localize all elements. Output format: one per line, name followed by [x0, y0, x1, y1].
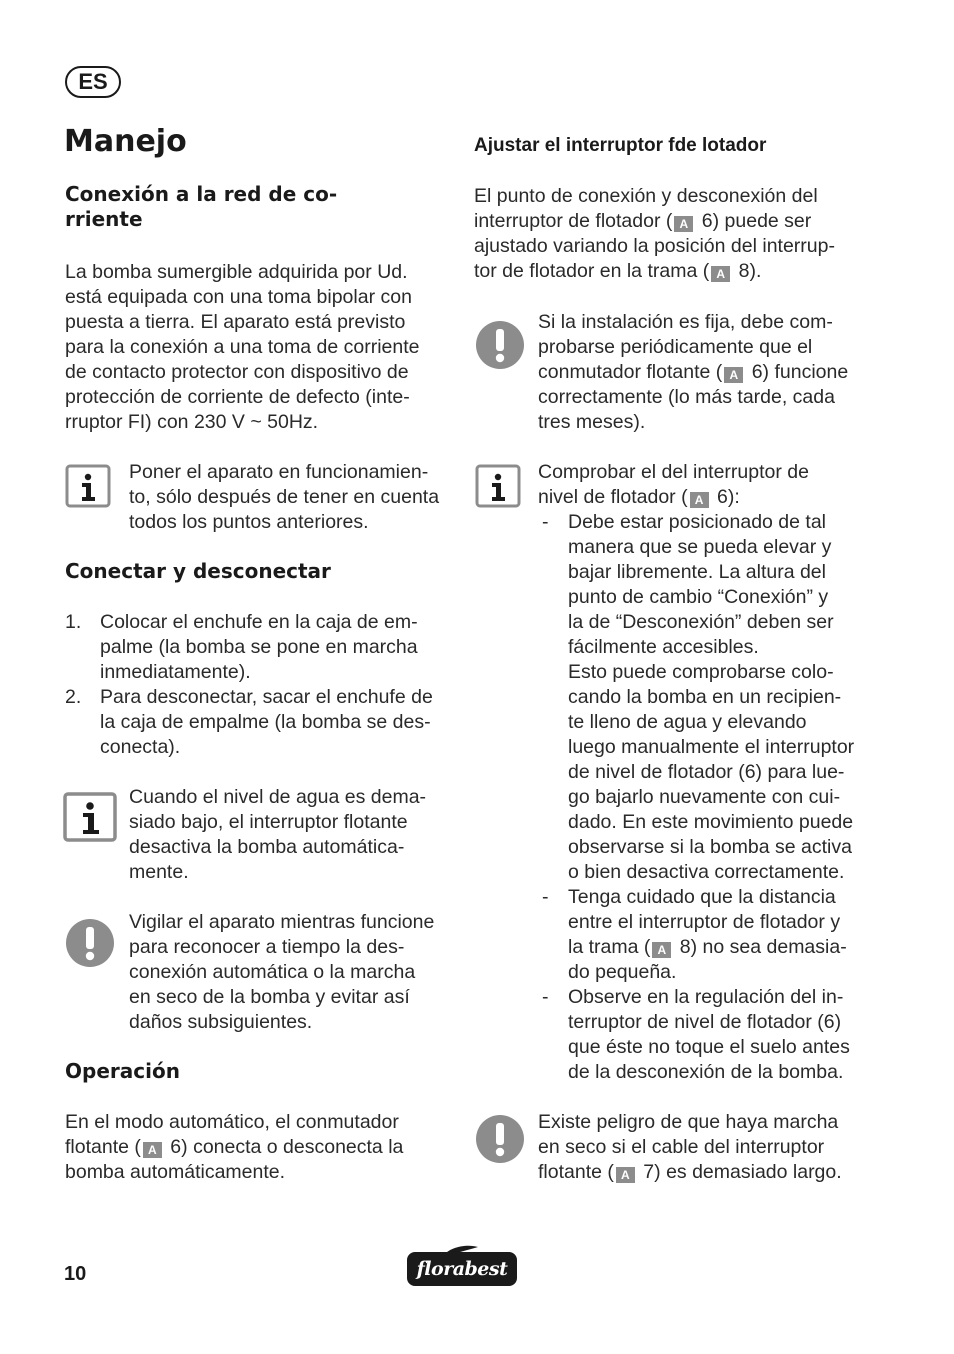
- brand-name: florabest: [416, 1258, 508, 1280]
- text-line: desactiva la bomba automática-: [129, 836, 405, 858]
- text-line: mente.: [129, 861, 189, 883]
- text-line: do pequeña.: [568, 961, 677, 983]
- text-fragment: 6) puede ser: [696, 210, 812, 232]
- info-icon: [475, 464, 521, 508]
- text-line: para la conexión a una toma de corriente: [65, 336, 420, 358]
- text-line: La bomba sumergible adquirida por Ud.: [65, 261, 408, 283]
- figure-ref-badge: A: [711, 266, 730, 282]
- text-line: cando la bomba en un recipien-: [568, 686, 842, 708]
- step-text: [100, 685, 433, 760]
- info-note-low-water: [129, 785, 426, 885]
- text-fragment: tor de flotador en la trama (: [474, 260, 710, 282]
- text-line: o bien desactiva correctamente.: [568, 861, 845, 883]
- heading-line: rriente: [65, 207, 143, 231]
- text-line: Esto puede comprobarse colo-: [568, 661, 834, 683]
- text-fragment: interruptor de flotador (: [474, 210, 673, 232]
- text-line: te lleno de agua y elevando: [568, 711, 807, 733]
- text-line: go bajarlo nuevamente con cui-: [568, 786, 841, 808]
- text-line: bomba automáticamente.: [65, 1161, 286, 1183]
- text-line: está equipada con una toma bipolar con: [65, 286, 412, 308]
- figure-ref-badge: A: [143, 1142, 162, 1158]
- exclamation-icon: [475, 1114, 525, 1164]
- info-icon: [63, 792, 117, 842]
- text-line: Observe en la regulación del in-: [568, 986, 844, 1008]
- page-title: Manejo: [64, 124, 187, 159]
- text-line: En el modo automático, el conmutador: [65, 1111, 399, 1133]
- text-line: fácilmente accesibles.: [568, 636, 759, 658]
- info-note-operation: [129, 460, 439, 535]
- text-line: punto de cambio “Conexión” y: [568, 586, 829, 608]
- exclamation-icon: [65, 918, 115, 968]
- section-heading-adjust-float-switch: Ajustar el interruptor fde lotador: [474, 135, 767, 156]
- info-note-check-float: [538, 460, 809, 510]
- list-item: [542, 985, 872, 1085]
- text-fragment: conmutador flotante (: [538, 361, 723, 383]
- text-line: luego manualmente el interruptor: [568, 736, 855, 758]
- text-fragment: 6):: [711, 486, 740, 508]
- text-line: Comprobar el del interruptor de: [538, 461, 809, 483]
- warning-note-monitor: [129, 910, 434, 1035]
- text-line: conexión automática o la marcha: [129, 961, 416, 983]
- text-line: protección de corriente de defecto (inte-: [65, 386, 410, 408]
- text-line: que éste no toque el suelo antes: [568, 1036, 850, 1058]
- text-line: manera que se pueda elevar y: [568, 536, 832, 558]
- text-fragment: 6) conecta o desconecta la: [164, 1136, 404, 1158]
- bullet-dash: -: [542, 986, 549, 1008]
- step-text: [100, 610, 418, 685]
- text-line: daños subsiguientes.: [129, 1011, 313, 1033]
- figure-ref-badge: A: [616, 1167, 635, 1183]
- text-line: de nivel de flotador (6) para lue-: [568, 761, 845, 783]
- adjust-paragraph: [474, 184, 835, 284]
- text-line: de la desconexión de la bomba.: [568, 1061, 844, 1083]
- text-line: terruptor de nivel de flotador (6): [568, 1011, 842, 1033]
- text-line: la de “Desconexión” deben ser: [568, 611, 834, 633]
- text-line: Existe peligro de que haya marcha: [538, 1111, 839, 1133]
- text-line: Colocar el enchufe en la caja de em-: [100, 611, 418, 633]
- text-line: probarse periódicamente que el: [538, 336, 813, 358]
- bullet-text: [568, 985, 850, 1085]
- text-fragment: nivel de flotador (: [538, 486, 688, 508]
- text-fragment: 7) es demasiado largo.: [637, 1161, 842, 1183]
- info-icon: [65, 464, 111, 508]
- list-item: [65, 610, 455, 685]
- list-item: [65, 685, 455, 760]
- text-line: inmediatamente).: [100, 661, 251, 683]
- text-line: dado. En este movimiento puede: [568, 811, 854, 833]
- text-fragment: 6) funcione: [746, 361, 849, 383]
- text-fragment: la trama (: [568, 936, 651, 958]
- power-connection-paragraph: [65, 260, 419, 435]
- text-line: correctamente (lo más tarde, cada: [538, 386, 835, 408]
- text-line: entre el interruptor de flotador y: [568, 911, 841, 933]
- figure-ref-badge: A: [652, 942, 671, 958]
- page-number: 10: [64, 1263, 87, 1285]
- text-line: rruptor FI) con 230 V ~ 50Hz.: [65, 411, 319, 433]
- section-heading-switch-on-off: Conectar y desconectar: [65, 559, 331, 583]
- exclamation-icon: [475, 320, 525, 370]
- bullet-text: [568, 510, 854, 885]
- text-line: Cuando el nivel de agua es dema-: [129, 786, 427, 808]
- bullet-dash: -: [542, 511, 549, 533]
- text-line: Vigilar el aparato mientras funcione: [129, 911, 435, 933]
- text-line: [568, 935, 847, 960]
- figure-ref-badge: A: [674, 216, 693, 232]
- warning-note-periodic-check: [538, 310, 848, 435]
- step-number: 1.: [65, 611, 82, 633]
- text-fragment: 8) no sea demasia-: [674, 936, 847, 958]
- text-line: ajustado variando la posición del interrup-: [474, 235, 835, 257]
- section-heading-operation: Operación: [65, 1059, 180, 1083]
- steps-list: [65, 610, 455, 760]
- text-line: tres meses).: [538, 411, 646, 433]
- text-fragment: flotante (: [65, 1136, 141, 1158]
- text-fragment: 8).: [733, 260, 762, 282]
- brand-logo: [407, 1252, 517, 1286]
- text-line: Debe estar posicionado de tal: [568, 511, 827, 533]
- text-line: [538, 1160, 842, 1185]
- bullet-dash: -: [542, 886, 549, 908]
- text-line: Poner el aparato en funcionamien-: [129, 461, 429, 483]
- figure-ref-badge: A: [724, 367, 743, 383]
- text-line: Tenga cuidado que la distancia: [568, 886, 836, 908]
- text-line: palme (la bomba se pone en marcha: [100, 636, 418, 658]
- text-line: El punto de conexión y desconexión del: [474, 185, 818, 207]
- text-line: Si la instalación es fija, debe com-: [538, 311, 833, 333]
- text-line: conecta).: [100, 736, 181, 758]
- step-number: 2.: [65, 686, 82, 708]
- text-line: en seco si el cable del interruptor: [538, 1136, 825, 1158]
- list-item: [542, 510, 872, 885]
- text-line: [538, 360, 848, 385]
- language-badge: ES: [65, 66, 121, 98]
- heading-line: Conexión a la red de co-: [65, 182, 338, 206]
- text-line: [474, 259, 835, 284]
- section-heading-power-connection: [65, 182, 337, 232]
- text-line: la caja de empalme (la bomba se des-: [100, 711, 431, 733]
- text-line: de contacto protector con dispositivo de: [65, 361, 409, 383]
- operation-paragraph: [65, 1110, 403, 1185]
- text-line: to, sólo después de tener en cuenta: [129, 486, 440, 508]
- warning-note-dry-run: [538, 1110, 842, 1185]
- figure-ref-badge: A: [690, 492, 709, 508]
- text-line: Para desconectar, sacar el enchufe de: [100, 686, 433, 708]
- text-line: en seco de la bomba y evitar así: [129, 986, 410, 1008]
- text-line: bajar libremente. La altura del: [568, 561, 826, 583]
- text-line: para reconocer a tiempo la des-: [129, 936, 405, 958]
- text-line: puesta a tierra. El aparato está previsto: [65, 311, 406, 333]
- text-line: todos los puntos anteriores.: [129, 511, 369, 533]
- bullet-text: [568, 885, 847, 985]
- text-line: [474, 209, 835, 234]
- text-fragment: flotante (: [538, 1161, 614, 1183]
- list-item: [542, 885, 872, 985]
- text-line: observarse si la bomba se activa: [568, 836, 852, 858]
- text-line: [65, 1135, 403, 1160]
- text-line: siado bajo, el interruptor flotante: [129, 811, 408, 833]
- text-line: [538, 485, 809, 510]
